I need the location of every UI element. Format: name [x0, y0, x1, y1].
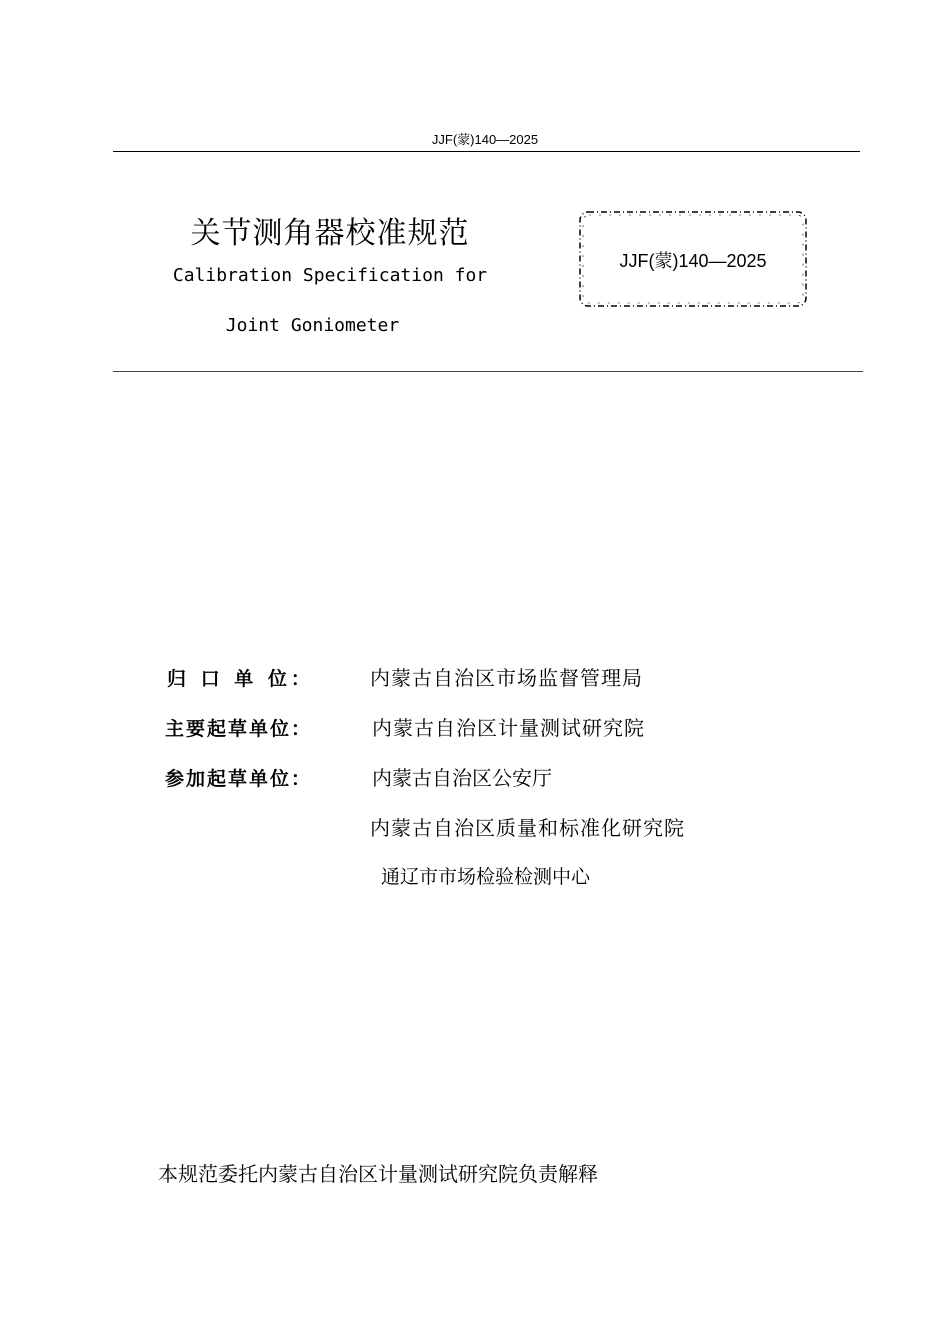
header-rule — [113, 151, 860, 152]
title-section-rule — [113, 371, 863, 372]
participating-drafter-label: 参加起草单位： — [165, 768, 313, 790]
main-drafter-label: 主要起草单位： — [165, 718, 313, 740]
title-english-line-1: Calibration Specification for — [172, 265, 488, 286]
participating-drafter-value: 内蒙古自治区公安厅 — [372, 766, 552, 790]
main-drafter-value: 内蒙古自治区计量测试研究院 — [372, 716, 645, 740]
title-english-line-2: Joint Goniometer — [225, 315, 400, 336]
standard-code-box — [577, 209, 809, 309]
interpretation-note: 本规范委托内蒙古自治区计量测试研究院负责解释 — [158, 1162, 598, 1186]
header-standard-code: JJF(蒙)140—2025 — [431, 132, 539, 147]
title-chinese: 关节测角器校准规范 — [190, 216, 470, 251]
responsible-unit-value: 内蒙古自治区市场监督管理局 — [370, 666, 643, 690]
standard-code-box-text: JJF(蒙)140—2025 — [619, 251, 767, 271]
responsible-unit-label: 归 口 单 位： — [167, 668, 314, 690]
participating-drafter-value: 内蒙古自治区质量和标准化研究院 — [370, 816, 685, 840]
participating-drafter-value: 通辽市市场检验检测中心 — [381, 866, 591, 888]
